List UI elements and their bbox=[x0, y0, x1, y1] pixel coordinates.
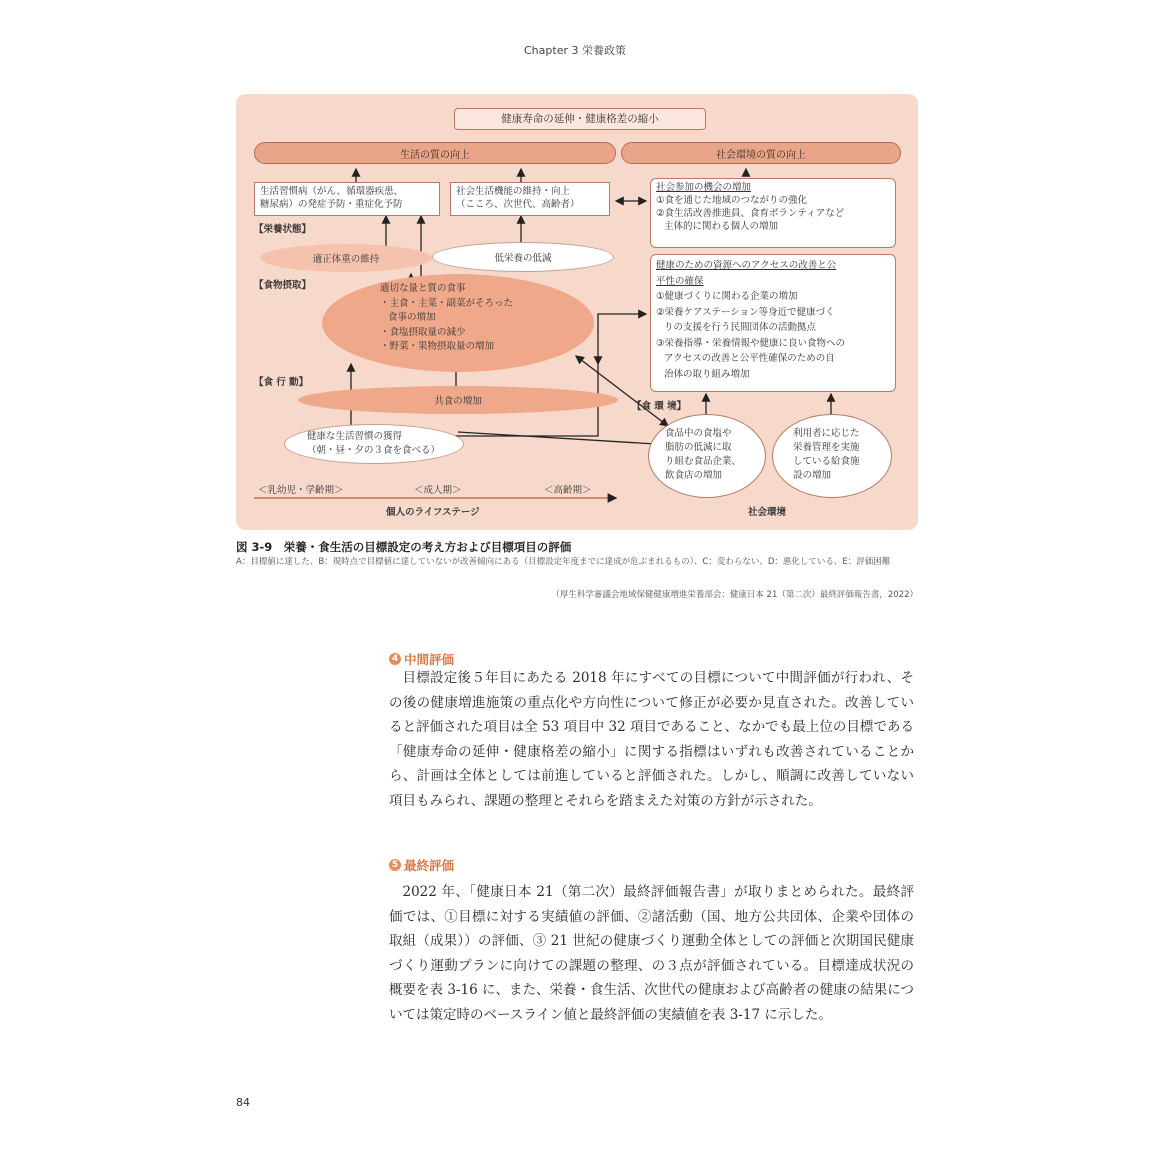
box-access-line: 平性の確保 bbox=[656, 275, 704, 287]
box-resource-access bbox=[650, 254, 896, 392]
box-access-line: 治体の取り組み増加 bbox=[664, 368, 750, 380]
box-access-line: りの支援を行う民間団体の活動拠点 bbox=[664, 322, 817, 333]
ellipse-food-intake bbox=[322, 274, 594, 372]
figure-top-title: 健康寿命の延伸・健康格差の縮小 bbox=[454, 108, 706, 130]
company-line: 脂肪の低減に取 bbox=[665, 442, 732, 453]
box-participation bbox=[650, 178, 896, 248]
stage-elderly: ＜高齢期＞ bbox=[544, 485, 592, 496]
healthy-habit-line: 健康な生活習慣の獲得 bbox=[307, 431, 403, 442]
life-stage-label: 個人のライフステージ bbox=[386, 507, 480, 518]
arrow-habit-company bbox=[458, 432, 656, 444]
section-heading-final bbox=[389, 856, 454, 874]
label-food-behavior: 【食 行 動】 bbox=[254, 377, 309, 388]
label-food-intake: 【食物摂取】 bbox=[254, 280, 312, 291]
figure-panel bbox=[236, 94, 918, 530]
box-social-function bbox=[450, 182, 610, 216]
facility-line: 設の増加 bbox=[793, 470, 832, 481]
label-food-environment: 【食 環 境】 bbox=[632, 401, 687, 412]
circled-number-icon: 4 bbox=[389, 653, 401, 665]
facility-line: している給食施 bbox=[793, 456, 860, 467]
food-intake-line: ・主食・主菜・副菜がそろった bbox=[380, 297, 514, 309]
box-disease-prevention bbox=[254, 182, 440, 216]
facility-line: 栄養管理を実施 bbox=[793, 442, 860, 453]
box-participation-line: 主体的に関わる個人の増加 bbox=[664, 221, 779, 232]
paragraph-final-evaluation: 2022 年、「健康日本 21（第二次）最終評価報告書」が取りまとめられた。最終評価では、①目標に対する実績値の評価、②諸活動（国、地方公共団体、企業や団体の取組（成果））の評価、③ 21 世紀の健康づくり運動全体としての評価と次期国民健康づくり運動プランに向けての課題の整理、の３点が評価されている。目標達成状況の概要を表 3-16 に、また、栄養・食生活、次世代の健康および高齢者の健康の結果については策定時のベースライン値と最終評価の実績値を表 3-17 に示した。 bbox=[389, 884, 914, 1023]
stage-child: ＜乳幼児・学齢期＞ bbox=[258, 485, 344, 496]
social-env-label: 社会環境 bbox=[748, 507, 787, 518]
band-social-env: 社会環境の質の向上 bbox=[621, 142, 901, 164]
box-participation-line: ②食生活改善推進員、食育ボランティアなど bbox=[656, 208, 845, 219]
box-access-line: ②栄養ケアステーション等身近で健康づく bbox=[656, 306, 835, 318]
ellipse-food-company bbox=[648, 414, 766, 498]
arrow-env-food bbox=[598, 314, 646, 364]
box-disease-line: 生活習慣病（がん、循環器疾患、 bbox=[260, 186, 404, 197]
food-intake-line: ・野菜・果物摂取量の増加 bbox=[380, 341, 495, 352]
food-intake-line: 食事の増加 bbox=[388, 312, 436, 323]
company-line: 飲食店の増加 bbox=[665, 470, 723, 481]
box-access-line: 健康のための資源へのアクセスの改善と公 bbox=[656, 260, 837, 271]
box-disease-line: 糖尿病）の発症予防・重症化予防 bbox=[260, 199, 403, 210]
box-access-line: アクセスの改善と公平性確保のための自 bbox=[664, 353, 835, 364]
company-line: り組む食品企業、 bbox=[665, 456, 742, 467]
healthy-habit-line: （朝・昼・夕の３食を食べる） bbox=[307, 445, 441, 456]
box-social-line: 社会生活機能の維持・向上 bbox=[456, 186, 571, 197]
figure-caption-source: （厚生科学審議会地域保健健康増進栄養部会：健康日本 21（第二次）最終評価報告書，2022） bbox=[551, 590, 918, 600]
paragraph-interim-evaluation: 目標設定後５年目にあたる 2018 年にすべての目標について中間評価が行われ、その後の健康増進施策の重点化や方向性について修正が必要か見直された。改善していると評価された項目は全 53 項目中 32 項目であること、なかでも最上位の目標である「健康寿命の延伸・健康格差の縮小」に関する指標はいずれも改善されていることから、計画は全体としては前進していると評価された。しかし、順調に改善していない項目もみられ、課題の整理とそれらを踏まえた対策の方針が示された。 bbox=[389, 670, 914, 809]
section-title: 中間評価 bbox=[404, 652, 455, 667]
label-nutrition-status: 【栄養状態】 bbox=[254, 224, 312, 235]
box-access-line: ①健康づくりに関わる企業の増加 bbox=[656, 291, 798, 302]
circled-number-icon: 5 bbox=[389, 859, 401, 871]
running-head: Chapter 3 栄養政策 bbox=[524, 44, 626, 57]
ellipse-appropriate-weight: 適正体重の維持 bbox=[260, 244, 432, 272]
food-intake-line: 適切な量と質の食事 bbox=[380, 283, 466, 294]
ellipse-food-facility bbox=[772, 414, 892, 498]
box-participation-line: ①食を通じた地域のつながりの強化 bbox=[656, 195, 808, 206]
ellipse-healthy-habit bbox=[284, 424, 464, 464]
figure-caption-note: A：目標値に達した、B：現時点で目標値に達していないが改善傾向にある（目標設定年度までに達成が危ぶまれるもの）、C：変わらない、D：悪化している、E：評価困難 bbox=[236, 557, 891, 567]
ellipse-kyoshoku: 共食の増加 bbox=[298, 386, 618, 414]
facility-line: 利用者に応じた bbox=[793, 428, 860, 439]
box-access-line: ③栄養指導・栄養情報や健康に良い食物への bbox=[656, 337, 846, 349]
box-social-line: （こころ、次世代、高齢者） bbox=[456, 199, 580, 210]
section-title: 最終評価 bbox=[404, 858, 455, 873]
stage-adult: ＜成人期＞ bbox=[414, 485, 462, 496]
page-number: 84 bbox=[236, 1096, 250, 1109]
ellipse-low-nutrition: 低栄養の低減 bbox=[432, 242, 614, 272]
band-life-quality: 生活の質の向上 bbox=[254, 142, 616, 164]
figure-caption-title: 図 3-9 栄養・食生活の目標設定の考え方および目標項目の評価 bbox=[236, 540, 572, 554]
food-intake-line: ・食塩摂取量の減少 bbox=[380, 326, 466, 338]
company-line: 食品中の食塩や bbox=[665, 428, 732, 439]
box-participation-line: 社会参加の機会の増加 bbox=[656, 182, 752, 193]
